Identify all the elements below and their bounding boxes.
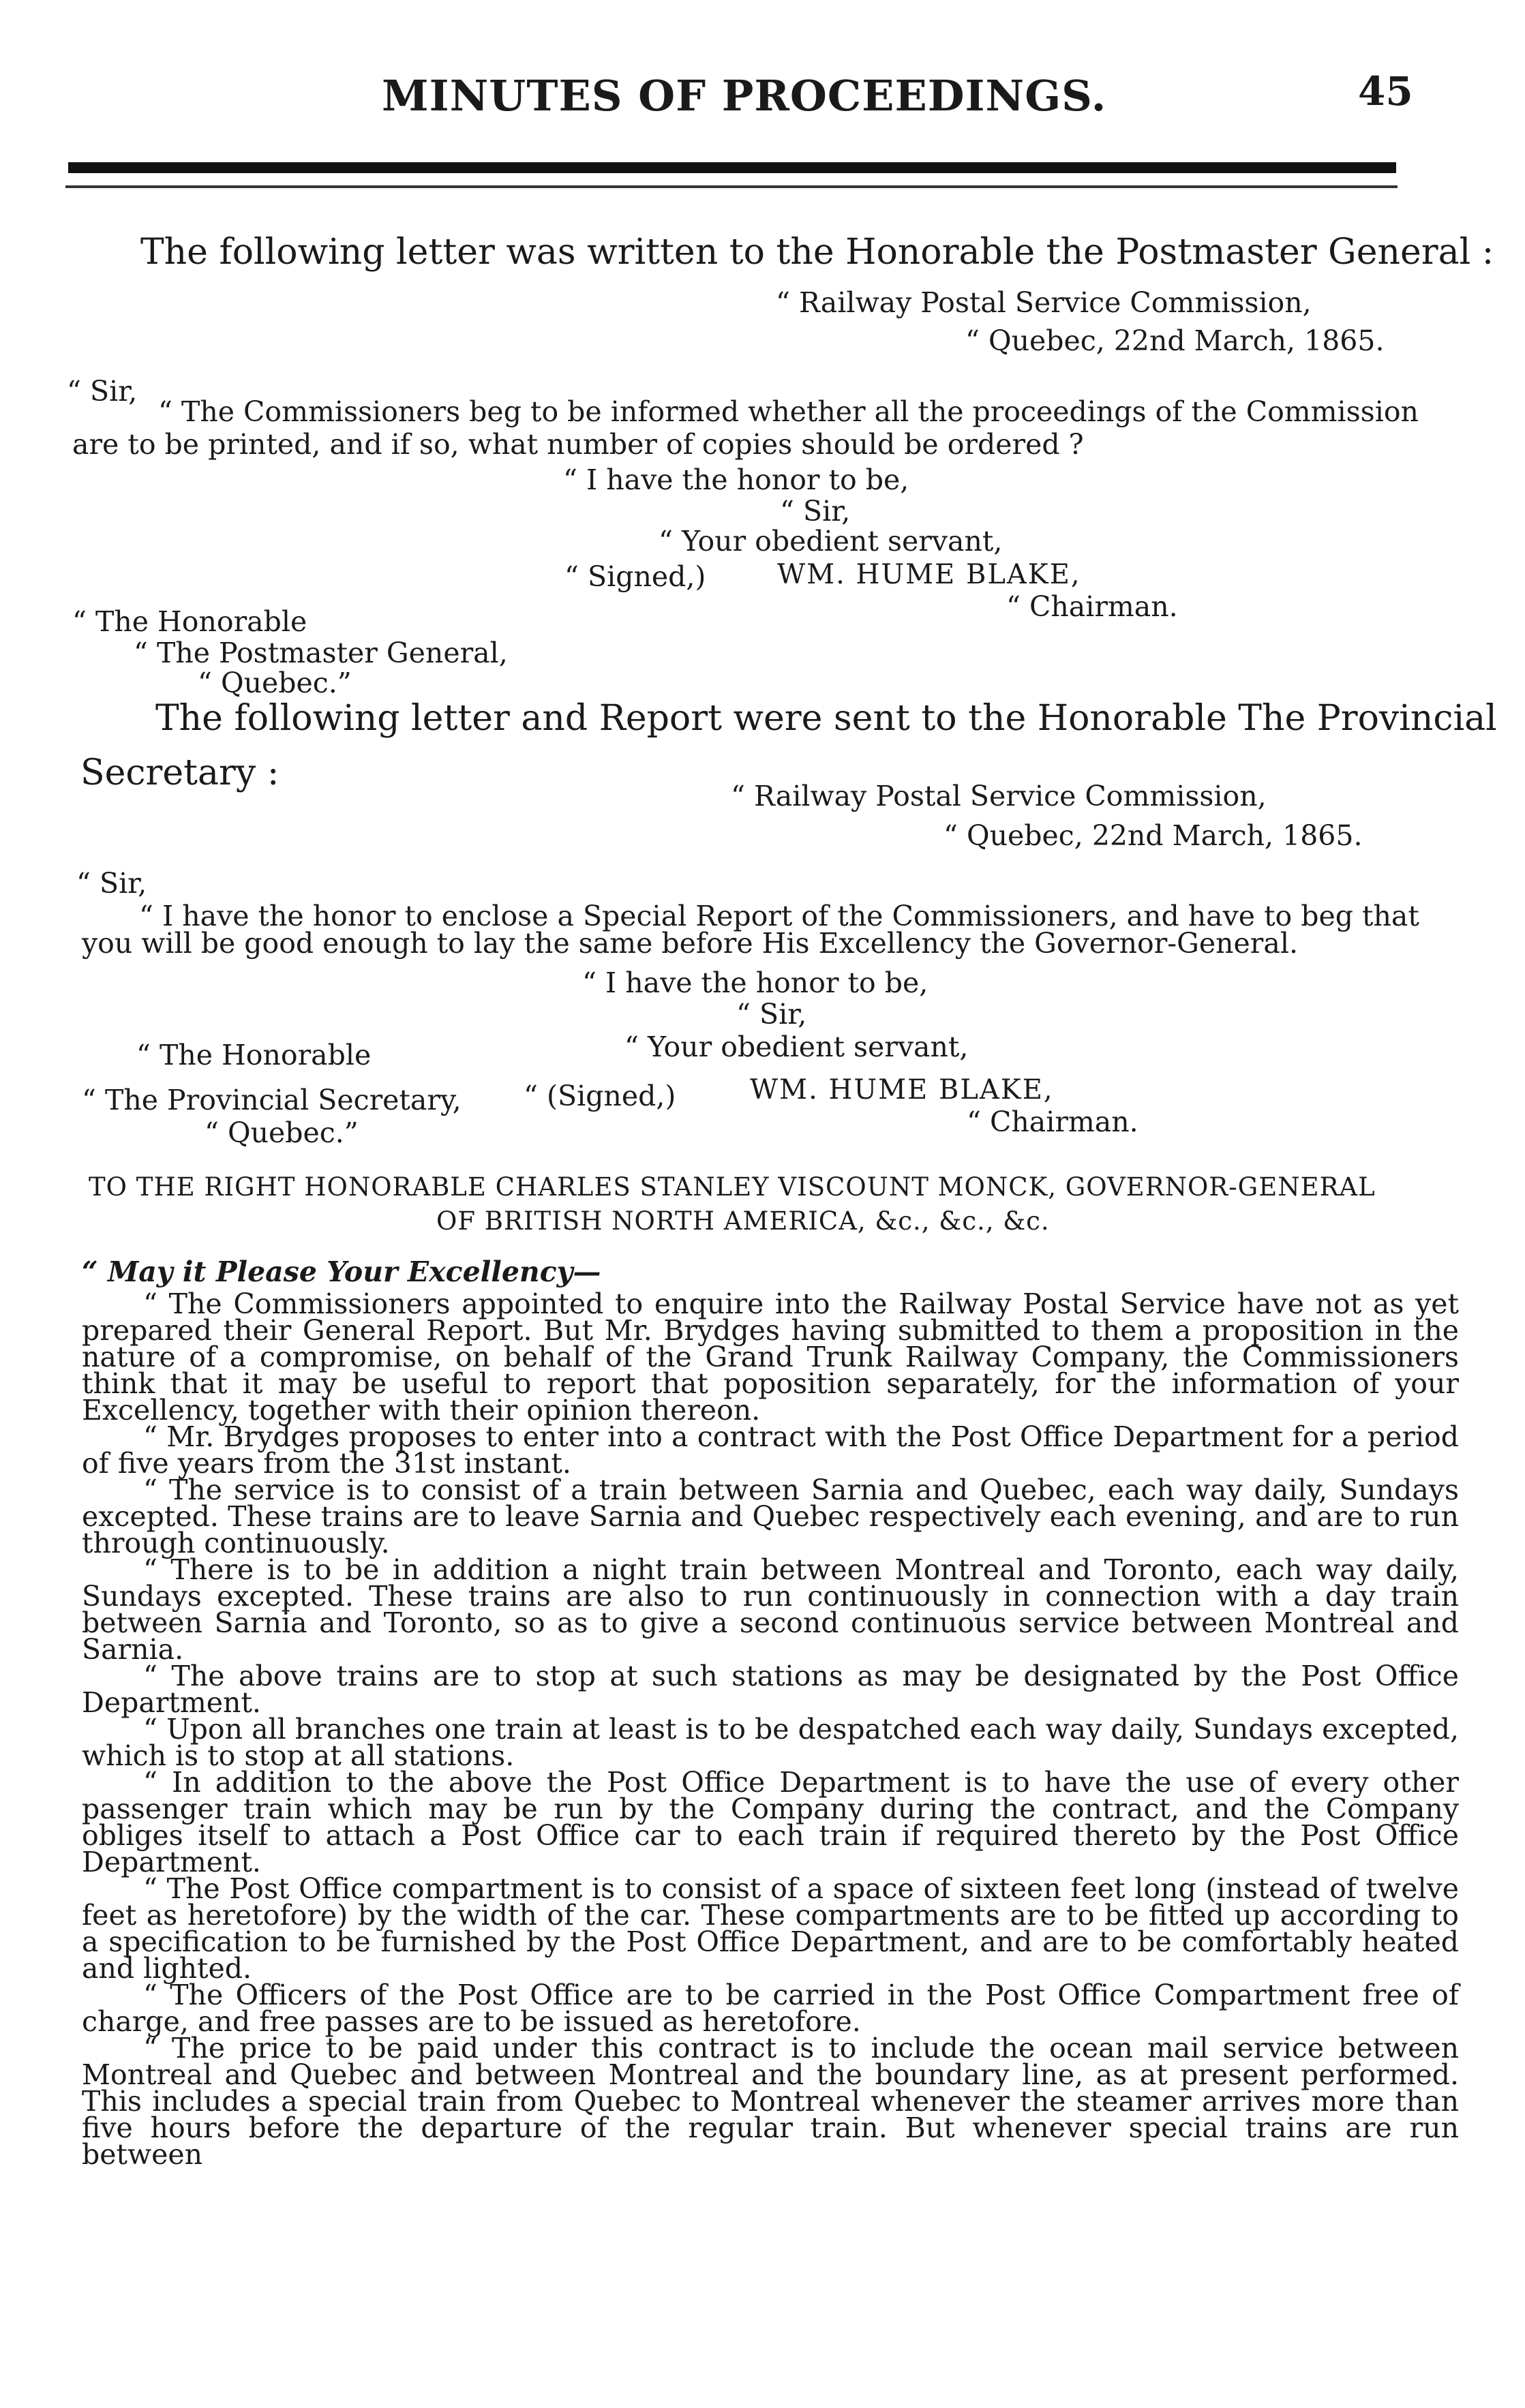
report-heading-line2: OF BRITISH NORTH AMERICA, &c., &c., &c. — [436, 1206, 1050, 1236]
report-paragraph-3: “ The service is to consist of a train between Sarnia and Quebec, each way daily, Sundays excepted. These trains are to leave Sarnia and Quebec respectively each evening, and are to run through continuously. — [82, 1474, 1459, 1559]
letter2-closing3: “ Your obedient servant, — [624, 1031, 969, 1063]
letter2-address-line1: “ Railway Postal Service Commission, — [731, 780, 1267, 812]
letter1-closing2: “ Sir, — [780, 495, 851, 528]
letter1-recipient2: “ The Postmaster General, — [134, 637, 508, 669]
letter1-body-line2: are to be printed, and if so, what number of copies should be ordered ? — [72, 428, 1084, 461]
letter2-closing1: “ I have the honor to be, — [582, 966, 928, 999]
report-heading-line1: TO THE RIGHT HONORABLE CHARLES STANLEY VISCOUNT MONCK, GOVERNOR-GENERAL — [89, 1172, 1376, 1202]
letter2-recipient2: “ The Provincial Secretary, — [82, 1084, 462, 1116]
page-number: 45 — [1358, 68, 1413, 115]
report-paragraph-6: “ Upon all branches one train at least is to be despatched each way daily, Sundays excepted, which is to stop at all stations. — [82, 1713, 1459, 1772]
header-rule-thick — [68, 162, 1396, 173]
letter1-signatory: WM. HUME BLAKE, — [777, 559, 1081, 590]
letter1-salutation: “ Sir, — [67, 375, 138, 408]
letter2-address-line2: “ Quebec, 22nd March, 1865. — [943, 819, 1363, 852]
letter2-signatory-title: “ Chairman. — [967, 1106, 1138, 1138]
report-paragraph-9: “ The Officers of the Post Office are to be carried in the Post Office Compartment free of charge, and free passes are to be issued as heretofore. — [82, 1979, 1459, 2038]
report-body — [82, 1287, 1459, 2171]
letter1-intro: The following letter was written to the Honorable the Postmaster General : — [140, 232, 1494, 273]
letter2-signed: “ (Signed,) — [524, 1080, 676, 1112]
letter2-body-line2: you will be good enough to lay the same before His Excellency the Governor-General. — [82, 927, 1299, 960]
report-paragraph-10: “ The price to be paid under this contract is to include the ocean mail service between Montreal and Quebec and between Montreal and the boundary line, as at present performed. This includes a special train from Quebec to Montreal whenever the steamer arrives more than five hours before the departure of the regular train. But whenever special trains are run between — [82, 2032, 1459, 2171]
letter1-address-line1: “ Railway Postal Service Commission, — [776, 286, 1312, 319]
letter1-closing3: “ Your obedient servant, — [659, 525, 1003, 558]
letter1-recipient1: “ The Honorable — [72, 605, 307, 638]
report-paragraph-2: “ Mr. Brydges proposes to enter into a contract with the Post Office Department for a period of five years from the 31st instant. — [82, 1420, 1459, 1480]
report-paragraph-8: “ The Post Office compartment is to consist of a space of sixteen feet long (instead of twelve feet as heretofore) by the width of the car. These compartments are to be fitted up according to a specification to be furnished by the Post Office Department, and are to be comfortably heated and lighted. — [82, 1872, 1459, 1985]
letter1-body-line1: “ The Commissioners beg to be informed whether all the proceedings of the Commission — [158, 395, 1419, 428]
report-paragraph-7: “ In addition to the above the Post Office Department is to have the use of every other passenger train which may be run by the Company during the contract, and the Company obliges itself to attach a Post Office car to each train if required thereto by the Post Office Department. — [82, 1766, 1459, 1878]
report-address: “ May it Please Your Excellency— — [82, 1255, 601, 1288]
letter2-intro-line1: The following letter and Report were sent to the Honorable The Provincial — [155, 698, 1497, 739]
letter1-signatory-title: “ Chairman. — [1006, 590, 1178, 623]
letter1-closing1: “ I have the honor to be, — [563, 463, 909, 496]
letter2-recipient3: “ Quebec.” — [205, 1116, 359, 1149]
letter2-intro-line2: Secretary : — [80, 752, 280, 793]
running-head: MINUTES OF PROCEEDINGS. — [382, 71, 1107, 121]
letter1-recipient3: “ Quebec.” — [198, 667, 352, 699]
report-paragraph-1: “ The Commissioners appointed to enquire into the Railway Postal Service have not as yet prepared their General Report. But Mr. Brydges having submitted to them a proposition in the nature of a compromise, on behalf of the Grand Trunk Railway Company, the Commissioners think that it may be useful to report that poposition separately, for the information of your Excellency, together with their opinion thereon. — [82, 1287, 1459, 1427]
letter2-closing2: “ Sir, — [736, 998, 807, 1031]
letter2-salutation: “ Sir, — [76, 867, 147, 900]
letter1-signed: “ Signed,) — [564, 560, 706, 593]
report-paragraph-5: “ The above trains are to stop at such stations as may be designated by the Post Office Department. — [82, 1660, 1459, 1719]
letter2-body-line1: “ I have the honor to enclose a Special Report of the Commissioners, and have to beg that — [139, 900, 1419, 932]
header-rule-thin — [65, 185, 1398, 188]
letter1-address-line2: “ Quebec, 22nd March, 1865. — [965, 324, 1385, 357]
letter2-signatory: WM. HUME BLAKE, — [750, 1074, 1054, 1106]
letter2-recipient1: “ The Honorable — [136, 1039, 372, 1071]
report-paragraph-4: “ There is to be in addition a night train between Montreal and Toronto, each way daily, Sundays excepted. These trains are also to run continuously in connection with a day train between Sarnia and Toronto, so as to give a second continuous service between Montreal and Sarnia. — [82, 1553, 1459, 1666]
